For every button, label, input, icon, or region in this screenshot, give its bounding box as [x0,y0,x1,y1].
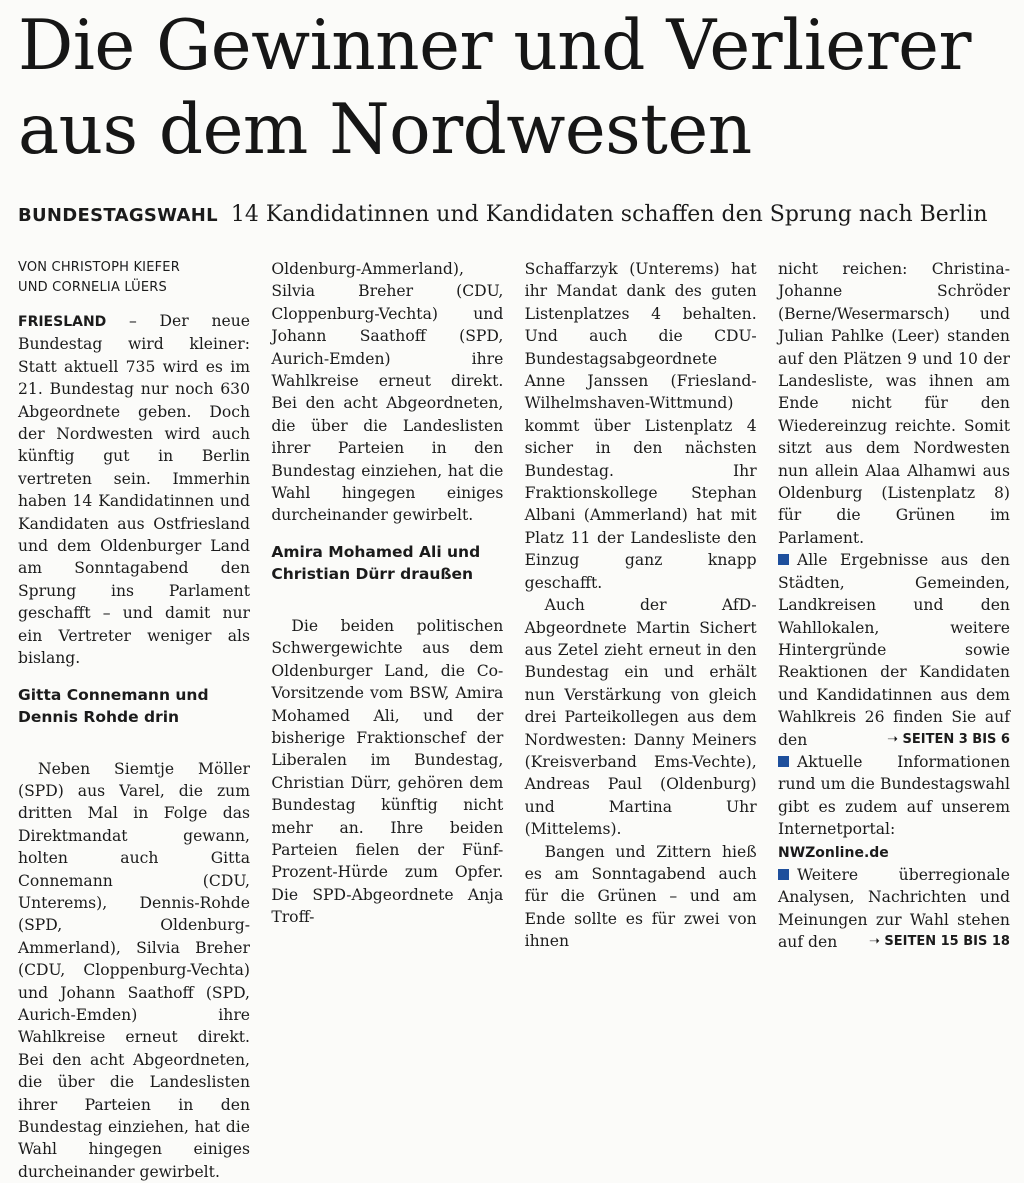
info-item-1 [778,549,1010,751]
page-reference-15-18: ➝ SEITEN 15 BIS 18 [868,934,1010,950]
column-1 [18,258,250,1181]
deck-kicker: BUNDESTAGSWAHL [18,205,218,226]
bullet-square-icon [778,554,789,565]
info-item-2 [778,751,1010,864]
info-item-3 [778,864,1010,954]
page-reference-3-6: ➝ SEITEN 3 BIS 6 [887,731,1010,747]
subhead-mohamed-ali-duerr: Amira Mohamed Ali und Christian Dürr draußen [271,542,481,583]
paragraph-2-continued: Oldenburg-Ammerland), Silvia Breher (CDU, Cloppenburg-Vechta) und Johann Saathoff (SPD, Aurich-Emden) ihre Wahlkreise erneut direkt. Bei den acht Abgeordneten, die über die Landeslisten ihrer Parteien in den Bundestag einziehen, hat die Wahl hingegen einiges durcheinander gewirbelt. [271,260,504,525]
headline-line-1: Die Gewinner und Verlierer [18,6,971,86]
column-3 [524,258,757,951]
lead-text: – Der neue Bundestag wird kleiner: Statt aktuell 735 wird es im 21. Bundestag nur noch 630 Abgeordnete geben. Doch der Nordwesten wird auch künftig gut in Berlin vertreten sein. Immerhin haben 14 Kandidatinnen und Kandidaten aus Ostfriesland und dem Oldenburger Land am Sonntagabend den Sprung ins Parlament geschafft – und damit nur ein Vertreter weniger als bislang. [18,312,250,668]
paragraph-3-continued: Schaffarzyk (Unterems) hat ihr Mandat dank des guten Listenplatzes 4 behalten. Und auch die CDU-Bundestagsabgeordnete Anne Janssen (Friesland-Wilhelmshaven-Wittmund) kommt über Listenplatz 4 sicher in den nächsten Bundestag. Ihr Fraktionskollege Stephan Albani (Ammerland) hat mit Platz 11 der Landesliste den Einzug ganz knapp geschafft. [524,260,757,592]
headline-line-2: aus dem Nordwesten [18,90,752,170]
info-item-2-text: Aktuelle Informationen rund um die Bundestagswahl gibt es zudem auf unserem Internetportal: [777,752,1010,839]
column-2 [271,258,504,927]
paragraph-3-start: Die beiden politischen Schwergewichte aus dem Oldenburger Land, die Co-Vorsitzende vom BSW, Amira Mohamed Ali, und der bisherige Fraktionschef der Liberalen im Bundestag, Christian Dürr, gehören dem Bundestag künftig nicht mehr an. Ihre beiden Parteien fielen der Fünf-Prozent-Hürde zum Opfer. Die SPD-Abgeordnete Anja Troff- [271,616,504,927]
info-item-3-text: Weitere überregionale Analysen, Nachrichten und Meinungen zur Wahl stehen auf den [777,865,1010,952]
website-link[interactable]: NWZonline.de [777,844,889,861]
byline-line-2: UND CORNELIA LÜERS [18,280,167,295]
bullet-square-icon [778,756,789,767]
lead-paragraph [18,310,250,670]
paragraph-5-continued: nicht reichen: Christina-Johanne Schröder (Berne/Wesermarsch) und Julian Pahlke (Leer) standen auf den Plätzen 9 und 10 der Landesliste, was ihnen am Ende nicht für den Wiedereinzug reichte. Somit sitzt aus dem Nordwesten nun allein Alaa Alhamwi aus Oldenburg (Listenplatz 8) für die Grünen im Parlament. [777,260,1010,547]
deck-text: 14 Kandidatinnen und Kandidaten schaffen den Sprung nach Berlin [230,202,988,227]
paragraph-4: Auch der AfD-Abgeordnete Martin Sichert aus Zetel zieht erneut in den Bundestag ein und erhält nun Verstärkung von gleich drei Parteikollegen aus dem Nordwesten: Danny Meiners (Kreisverband Ems-Vechte), Andreas Paul (Oldenburg) und Martina Uhr (Mittelems). [524,596,757,839]
headline [18,4,1018,172]
byline-line-1: VON CHRISTOPH KIEFER [18,260,180,275]
info-item-1-text: Alle Ergebnisse aus den Städten, Gemeinden, Landkreisen und den Wahllokalen, weitere Hintergründe sowie Reaktionen der Kandidaten und Kandidatinnen aus dem Wahlkreis 26 finden Sie auf den [777,551,1010,749]
paragraph-2-start: Neben Siemtje Möller (SPD) aus Varel, die zum dritten Mal in Folge das Direktmandat gewann, holten auch Gitta Connemann (CDU, Unterems), Dennis-Rohde (SPD, Oldenburg-Ammerland), Silvia Breher (CDU, Cloppenburg-Vechta) und Johann Saathoff (SPD, Aurich-Emden) ihre Wahlkreise erneut direkt. Bei den acht Abgeordneten, die über die Landeslisten ihrer Parteien in den Bundestag einziehen, hat die Wahl hingegen einiges durcheinander gewirbelt. [18,759,250,1181]
paragraph-5-start: Bangen und Zittern hieß es am Sonntagabend auch für die Grünen – und am Ende sollte es für zwei von ihnen [524,842,757,951]
subhead-connemann-rohde: Gitta Connemann und Dennis Rohde drin [18,685,209,726]
bullet-square-icon [778,869,789,880]
article-columns [18,258,1010,1181]
location-tag: FRIESLAND [18,314,107,330]
byline [18,258,250,298]
deck [18,200,1018,231]
column-4 [777,258,1010,952]
